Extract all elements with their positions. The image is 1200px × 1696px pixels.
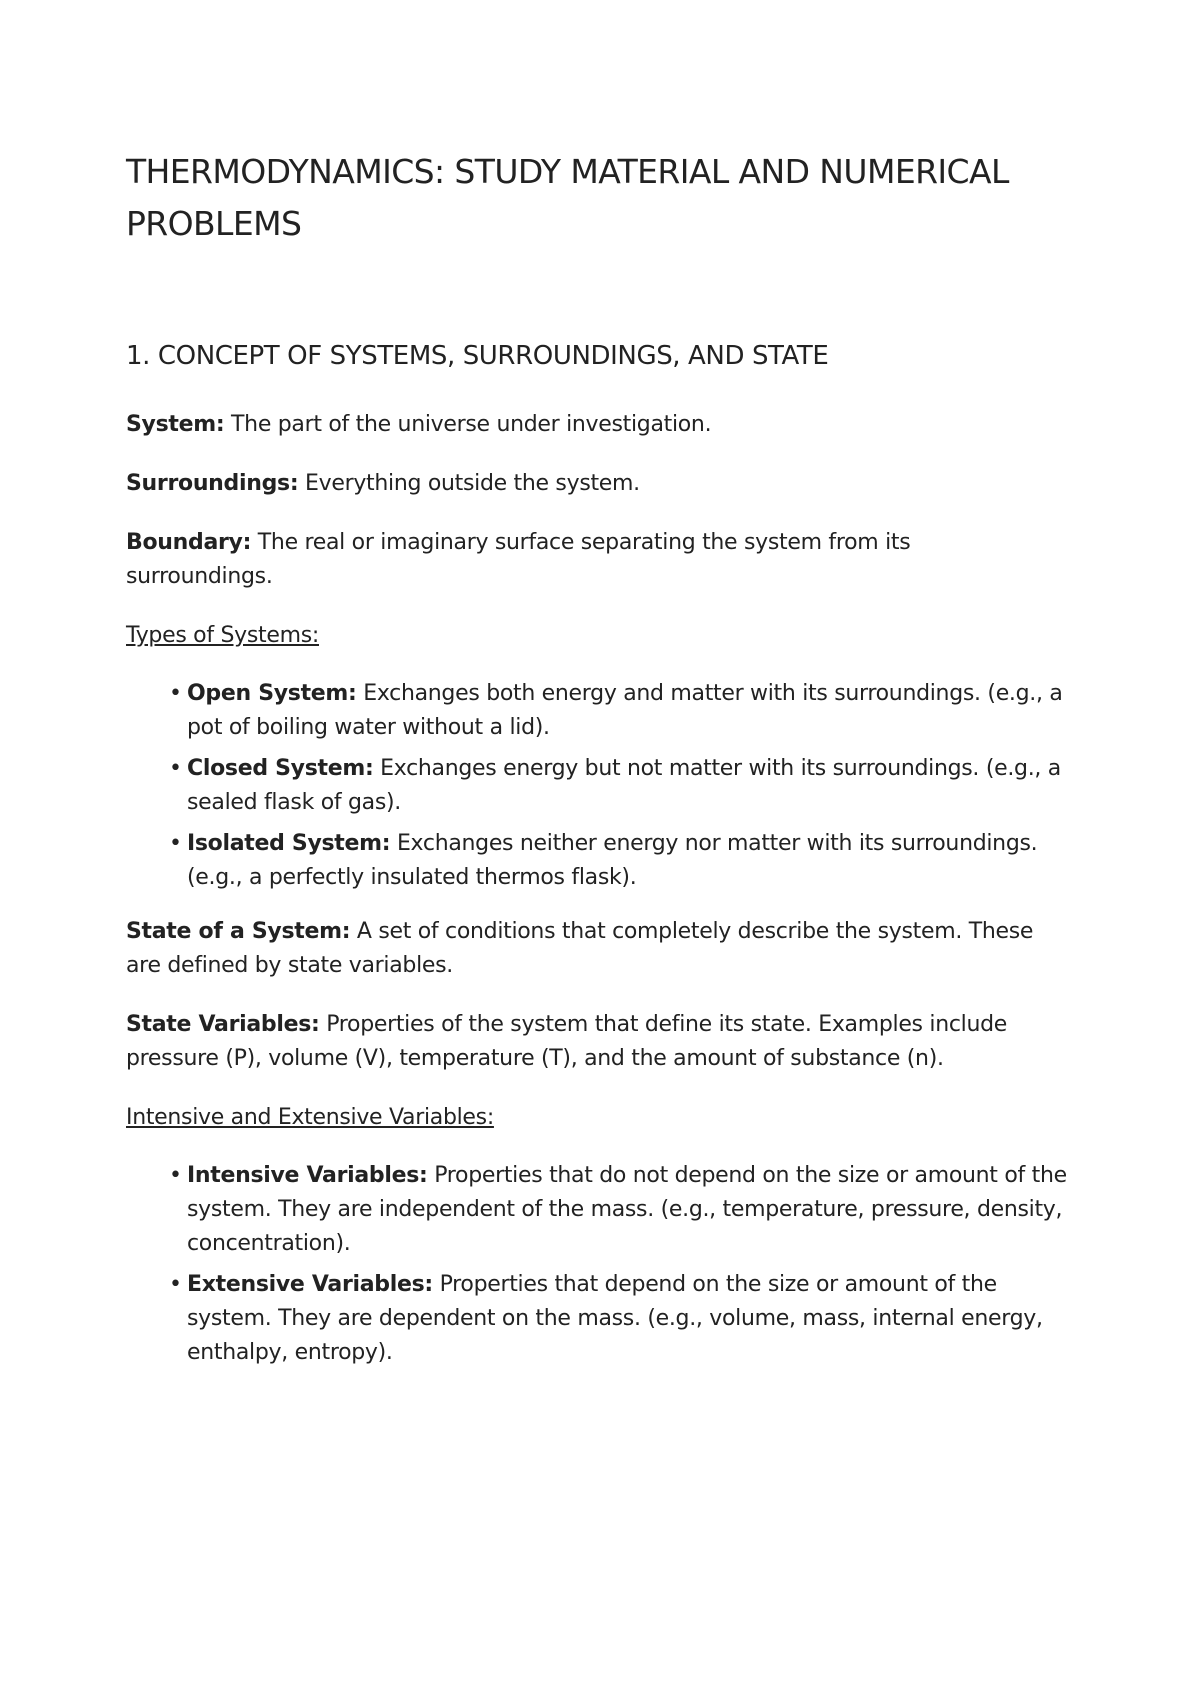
surroundings-definition [126, 467, 1066, 501]
list-item [126, 752, 1087, 820]
types-list [126, 677, 1086, 902]
definition-text: The real or imaginary surface separating the system from its surroundings. [126, 530, 911, 589]
list-item [126, 827, 1087, 895]
definition-text: Properties of the system that define its state. Examples include pressure (P), volume (V), temperature (T), and the amount of substance (n). [126, 1012, 1008, 1071]
term-label: Closed System: [187, 756, 374, 781]
definition-text: Exchanges neither energy nor matter with its surroundings. (e.g., a perfectly insulated thermos flask). [187, 831, 1038, 890]
definition-text: Everything outside the system. [298, 471, 640, 496]
term-label: State Variables: [126, 1012, 320, 1037]
state-variables-definition [126, 1008, 1066, 1076]
state-definition [126, 915, 1066, 983]
variables-list [126, 1159, 1086, 1377]
definition-text: The part of the universe under investigation. [224, 412, 712, 437]
definition-text: A set of conditions that completely describe the system. These are defined by state variables. [126, 919, 1034, 978]
system-definition [126, 408, 1066, 442]
term-label: Boundary: [126, 530, 252, 555]
document-title: THERMODYNAMICS: STUDY MATERIAL AND NUMERICAL PROBLEMS [126, 152, 1009, 243]
definition-text: Exchanges energy but not matter with its surroundings. (e.g., a sealed flask of gas). [187, 756, 1061, 815]
types-of-systems-heading: Types of Systems: [126, 623, 319, 648]
term-label: State of a System: [126, 919, 351, 944]
boundary-definition [126, 526, 986, 594]
definition-text: Properties that depend on the size or amount of the system. They are dependent on the mass. (e.g., volume, mass, internal energy, enthalpy, entropy). [187, 1272, 1043, 1365]
bullet-icon: • [169, 1272, 182, 1297]
section-heading: 1. CONCEPT OF SYSTEMS, SURROUNDINGS, AND STATE [126, 341, 829, 371]
term-label: Open System: [187, 681, 357, 706]
bullet-icon: • [169, 831, 182, 856]
list-item [126, 1159, 1087, 1261]
term-label: Extensive Variables: [187, 1272, 433, 1297]
bullet-icon: • [169, 681, 182, 706]
term-label: Isolated System: [187, 831, 391, 856]
term-label: System: [126, 412, 225, 437]
term-label: Surroundings: [126, 471, 299, 496]
term-label: Intensive Variables: [187, 1163, 428, 1188]
list-item [126, 677, 1087, 745]
definition-text: Properties that do not depend on the size or amount of the system. They are independent of the mass. (e.g., temperature, pressure, density, concentration). [187, 1163, 1067, 1256]
list-item [126, 1268, 1087, 1370]
bullet-icon: • [169, 756, 182, 781]
definition-text: Exchanges both energy and matter with its surroundings. (e.g., a pot of boiling water without a lid). [187, 681, 1063, 740]
intensive-extensive-heading: Intensive and Extensive Variables: [126, 1105, 494, 1130]
bullet-icon: • [169, 1163, 182, 1188]
